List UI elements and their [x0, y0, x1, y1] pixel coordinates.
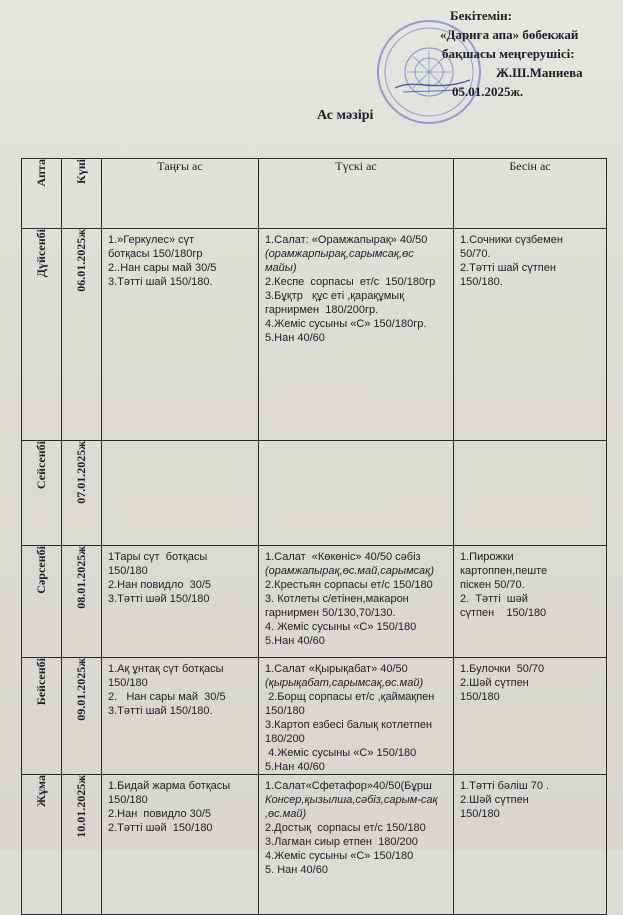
weekday-cell — [22, 775, 62, 915]
lunch-line: 2.Кеспе сорпасы ет/с 150/180гр — [265, 276, 436, 288]
header-row — [22, 159, 607, 229]
breakfast-line: 1.Бидай жарма ботқасы — [108, 780, 231, 792]
lunch-line: майы) — [265, 262, 297, 274]
header-day: Күні — [62, 159, 102, 229]
header-snack: Бесін ас — [454, 159, 607, 229]
lunch-line: 5.Нан 40/60 — [265, 332, 325, 344]
snack-line: 50/70. — [460, 248, 491, 260]
weekday-label: Сәрсенбі — [34, 546, 48, 594]
breakfast-line: 2.Нан повидло 30/5 — [108, 579, 212, 591]
lunch-line: 3.Лагман сиыр етпен 180/200 — [265, 836, 418, 848]
breakfast-line: 150/180 — [108, 565, 148, 577]
snack-line: 150/180 — [460, 691, 500, 703]
weekday-label: Бейсенбі — [34, 658, 48, 706]
date-label: 06.01.2025ж — [74, 229, 88, 292]
snack-line: 1.Тәтті бәліш 70 . — [460, 780, 550, 792]
lunch-line: (орамжарпырақ,сарымсақ,өс — [265, 248, 414, 260]
approval-date: 05.01.2025ж. — [452, 84, 524, 99]
lunch-line: 2.Достық сорпасы ет/с 150/180 — [265, 822, 426, 834]
weekday-label: Дүйсенбі — [34, 229, 48, 278]
date-label: 09.01.2025ж — [74, 658, 88, 721]
lunch-line: гарнирмен 180/200гр. — [265, 304, 379, 316]
lunch-line: 1.Салат: «Орамжапырақ» 40/50 — [265, 234, 428, 246]
weekday-label: Жұма — [34, 775, 48, 807]
lunch-line: 4.Жеміс сусыны «С» 150/180 — [265, 747, 417, 759]
date-cell — [62, 441, 102, 546]
menu-title: Ас мәзірі — [317, 108, 374, 123]
lunch-line: Консер,қызылша,сәбіз,сарым-сақ — [265, 794, 438, 806]
snack-cell — [454, 441, 607, 546]
lunch-line: 3.Бұқтр құс еті ,қарақұмық — [265, 290, 405, 302]
breakfast-line: 3.Тәтті шай 150/180. — [108, 705, 213, 717]
snack-line: 150/180 — [460, 808, 500, 820]
lunch-line: (қырықабат,сарымсақ,өс.май) — [265, 677, 424, 689]
approval-signatory: Ж.Ш.Маниева — [496, 65, 583, 80]
lunch-line: 1.Салат «Көкөніс» 40/50 сәбіз — [265, 551, 421, 563]
weekday-cell — [22, 658, 62, 775]
date-cell — [62, 775, 102, 915]
approval-title: Бекітемін: — [450, 8, 512, 23]
breakfast-line: 3.Тәтті шай 150/180. — [108, 276, 213, 288]
approval-position: бақшасы меңгерушісі: — [442, 46, 575, 61]
lunch-line: (орамжапырақ,өс.май,сарымсақ) — [265, 565, 434, 577]
date-label: 10.01.2025ж — [74, 775, 88, 838]
lunch-line: 1.Салат«Сфетафор»40/50(Бұрш — [265, 780, 432, 792]
breakfast-line: 2. Нан сары май 30/5 — [108, 691, 226, 703]
lunch-cell — [259, 229, 454, 441]
breakfast-cell — [102, 229, 259, 441]
table-row — [22, 775, 607, 915]
table-row — [22, 441, 607, 546]
lunch-line: 4.Жеміс сусыны «С» 150/180гр. — [265, 318, 427, 330]
breakfast-cell — [102, 546, 259, 658]
breakfast-line: 1.»Геркулес» сүт — [108, 234, 195, 246]
snack-cell — [454, 229, 607, 441]
approval-block — [400, 6, 620, 101]
snack-line: 2. Тәтті шәй — [460, 593, 528, 605]
lunch-line: 3. Котлеты с/етінен,макарон — [265, 593, 409, 605]
breakfast-line: 150/180 — [108, 794, 148, 806]
breakfast-line: ботқасы 150/180гр — [108, 248, 203, 260]
snack-cell — [454, 775, 607, 915]
breakfast-cell — [102, 775, 259, 915]
weekday-cell — [22, 229, 62, 441]
snack-line: 1.Пирожки — [460, 551, 514, 563]
lunch-cell — [259, 441, 454, 546]
snack-cell — [454, 658, 607, 775]
lunch-line: 180/200 — [265, 733, 305, 745]
lunch-line: 150/180 — [265, 705, 305, 717]
date-label: 08.01.2025ж — [74, 546, 88, 609]
snack-line: піскен 50/70. — [460, 579, 525, 591]
menu-table — [21, 158, 607, 915]
table-row — [22, 658, 607, 775]
approval-org: «Дариға апа» бөбекжай — [440, 27, 579, 42]
snack-line: 2.Шәй сүтпен — [460, 794, 529, 806]
breakfast-cell — [102, 658, 259, 775]
lunch-cell — [259, 546, 454, 658]
header-week: Апта — [22, 159, 62, 229]
weekday-cell — [22, 441, 62, 546]
table-row — [22, 546, 607, 658]
snack-line: картоппен,пеште — [460, 565, 548, 577]
lunch-line: 4. Жеміс сусыны «С» 150/180 — [265, 621, 417, 633]
snack-cell — [454, 546, 607, 658]
lunch-line: 2.Крестьян сорпасы ет/с 150/180 — [265, 579, 433, 591]
lunch-line: 5. Нан 40/60 — [265, 864, 328, 876]
snack-line: 2.Тәтті шай сүтпен — [460, 262, 556, 274]
breakfast-line: 2.Нан повидло 30/5 — [108, 808, 212, 820]
breakfast-line: 150/180 — [108, 677, 148, 689]
snack-line: сүтпен 150/180 — [460, 607, 547, 619]
lunch-line: ,өс.май) — [265, 808, 307, 820]
snack-line: 2.Шәй сүтпен — [460, 677, 529, 689]
lunch-line: 5.Нан 40/60 — [265, 635, 325, 647]
breakfast-line: 1Тары сүт ботқасы — [108, 551, 208, 563]
header-breakfast: Таңғы ас — [102, 159, 259, 229]
lunch-line: 5.Нан 40/60 — [265, 761, 325, 773]
lunch-line: гарнирмен 50/130,70/130. — [265, 607, 396, 619]
breakfast-line: 3.Тәтті шәй 150/180 — [108, 593, 210, 605]
snack-line: 150/180. — [460, 276, 503, 288]
date-cell — [62, 658, 102, 775]
lunch-cell — [259, 775, 454, 915]
lunch-cell — [259, 658, 454, 775]
breakfast-line: 1.Ақ ұнтақ сүт ботқасы — [108, 663, 224, 675]
lunch-line: 2.Борщ сорпасы ет/с ,қаймақпен — [265, 691, 435, 703]
breakfast-line: 2..Нан сары май 30/5 — [108, 262, 217, 274]
lunch-line: 4.Жеміс сусыны «С» 150/180 — [265, 850, 414, 862]
date-label: 07.01.2025ж — [74, 441, 88, 504]
weekday-label: Сейсенбі — [34, 441, 48, 490]
lunch-line: 3.Картоп езбесі балық котлетпен — [265, 719, 433, 731]
snack-line: 1.Сочники сүзбемен — [460, 234, 563, 246]
breakfast-cell — [102, 441, 259, 546]
date-cell — [62, 546, 102, 658]
lunch-line: 1.Салат «Қырықабат» 40/50 — [265, 663, 408, 675]
weekday-cell — [22, 546, 62, 658]
date-cell — [62, 229, 102, 441]
breakfast-line: 2.Тәтті шәй 150/180 — [108, 822, 213, 834]
header-lunch: Түскі ас — [259, 159, 454, 229]
table-row — [22, 229, 607, 441]
snack-line: 1.Булочки 50/70 — [460, 663, 545, 675]
